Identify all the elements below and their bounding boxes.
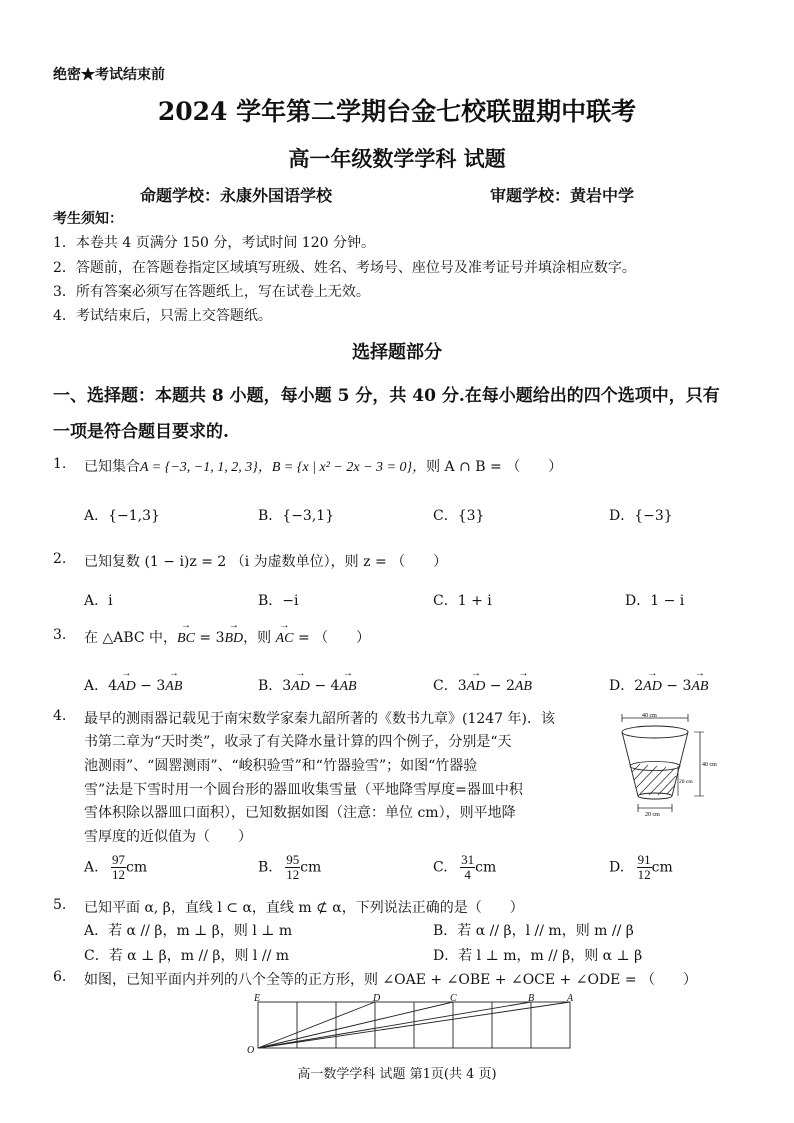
label-a: A <box>567 993 574 1004</box>
question-text <box>84 627 370 647</box>
question-number: 6. <box>53 969 67 985</box>
question-number: 4. <box>53 708 67 724</box>
option-label: C. <box>433 859 448 876</box>
numerator: 95 <box>286 852 300 867</box>
vector-ab: → AB <box>165 679 182 695</box>
q3-post: ，则 <box>243 630 276 646</box>
squares-figure <box>246 992 586 1058</box>
frustum-figure <box>610 710 730 820</box>
vector-ad: → AD <box>117 679 136 695</box>
question-text-line: 雪”法是下雪时用一个圆台形的器皿收集雪量（平地降雪厚度=器皿中积 <box>84 782 523 798</box>
option-c <box>433 853 496 882</box>
label-c: C <box>450 993 457 1004</box>
question-text: 已知复数 (1 − i)z = 2 （i 为虚数单位），则 z = （ ） <box>84 554 448 570</box>
q1-ask: 则 A ∩ B = （ ） <box>426 459 563 475</box>
label-d: D <box>373 993 381 1004</box>
option-a <box>84 853 147 882</box>
unit: cm <box>126 859 148 876</box>
vector-bc: → BC <box>177 631 195 647</box>
question-text: 如图，已知平面内并列的八个全等的正方形，则 ∠OAE + ∠OBE + ∠OCE + ∠ODE = （ ） <box>84 972 698 988</box>
denominator: 12 <box>637 867 651 882</box>
option-a: A．i <box>84 593 113 609</box>
vector-ad: → AD <box>291 679 310 695</box>
q1-lead: 已知集合 <box>84 459 140 475</box>
option-a <box>84 675 182 695</box>
label-b: B <box>528 993 535 1004</box>
vector-ac: → AC <box>276 631 294 647</box>
vector-ab: → AB <box>515 679 532 695</box>
option-d <box>609 853 673 882</box>
option-b <box>258 675 357 695</box>
notice-item: 2．答题前，在答题卷指定区域填写班级、姓名、考场号、座位号及准考证号并填涂相应数字。 <box>53 260 636 276</box>
option-c: C．1 + i <box>433 593 492 609</box>
question-text-line: 雪体积除以器皿口面积），已知数据如图（注意：单位 cm），则平地降 <box>84 805 516 821</box>
dim-bottom: 20 cm <box>645 812 660 818</box>
question-number: 2. <box>53 551 67 567</box>
option-a: A．{−1,3} <box>84 508 160 524</box>
question-number: 1. <box>53 456 67 472</box>
coef: − 4 <box>309 678 340 694</box>
question-text-line: 雪厚度的近似值为（ ） <box>84 829 252 845</box>
numerator: 31 <box>461 852 475 867</box>
question-text: 已知平面 α, β，直线 l ⊂ α，直线 m ⊄ α，下列说法正确的是（ ） <box>84 900 524 916</box>
part-heading: 一、选择题：本题共 8 小题，每小题 5 分，共 40 分.在每小题给出的四个选项中，只有 <box>53 386 720 406</box>
option-label: B. <box>258 859 273 876</box>
setter-school: 命题学校：永康外国语学校 <box>140 186 333 205</box>
exam-title: 2024 学年第二学期台金七校联盟期中联考 <box>157 97 637 126</box>
dim-top: 40 cm <box>642 713 657 719</box>
label-e: E <box>254 993 261 1004</box>
unit: cm <box>651 859 673 876</box>
option-c <box>433 675 532 695</box>
notice-heading: 考生须知： <box>53 211 123 227</box>
vector-ad: → AD <box>643 679 662 695</box>
coef: 4 <box>108 678 118 694</box>
exam-subtitle: 高一年级数学学科 试题 <box>288 146 506 171</box>
option-label: A. <box>84 859 99 876</box>
option-d <box>609 675 708 695</box>
vector-ab: → AB <box>691 679 708 695</box>
denominator: 12 <box>286 867 300 882</box>
coef: 3 <box>457 678 467 694</box>
numerator: 91 <box>637 852 651 867</box>
page-footer: 高一数学学科 试题 第1页(共 4 页) <box>297 1067 497 1082</box>
denominator: 12 <box>112 867 126 882</box>
fraction <box>637 853 652 882</box>
q1-set-b: B = {x | x² − 2x − 3 = 0}， <box>271 460 427 475</box>
denominator: 4 <box>464 867 471 882</box>
option-label: B． <box>258 678 283 694</box>
coef: − 3 <box>661 678 692 694</box>
option-b: B．{−3,1} <box>258 508 335 524</box>
confidential-mark: 绝密★考试结束前 <box>53 67 165 83</box>
vector-ab: → AB <box>339 679 356 695</box>
fraction <box>285 853 300 882</box>
notice-item: 4．考试结束后，只需上交答题纸。 <box>53 308 272 324</box>
label-o: O <box>247 1045 255 1056</box>
notice-item: 1．本卷共 4 页满分 150 分，考试时间 120 分钟。 <box>53 235 375 251</box>
q3-ask: = （ ） <box>293 630 371 646</box>
fraction <box>111 853 126 882</box>
dim-snow: 20 cm <box>679 779 693 785</box>
option-b: B．−i <box>258 593 299 609</box>
q3-pre: 在 △ABC 中， <box>84 630 178 646</box>
part-heading-cont: 一项是符合题目要求的. <box>53 422 229 442</box>
unit: cm <box>300 859 322 876</box>
vector-bd: → BD <box>224 631 243 647</box>
dim-height: 40 cm <box>702 762 717 768</box>
coef: − 2 <box>485 678 515 694</box>
option-label: D． <box>609 678 635 694</box>
reviewer-school: 审题学校：黄岩中学 <box>490 186 635 205</box>
numerator: 97 <box>112 852 126 867</box>
section-title: 选择题部分 <box>352 342 442 363</box>
option-label: A． <box>84 678 109 694</box>
option-label: C． <box>433 678 458 694</box>
option-d: D．若 l ⊥ m，m // β，则 α ⊥ β <box>433 948 643 964</box>
coef: 3 <box>282 678 292 694</box>
question-number: 3. <box>53 627 67 643</box>
fraction <box>460 853 475 882</box>
question-text-line: 最早的测雨器记载见于南宋数学家秦九韶所著的《数书九章》(1247 年)．该 <box>84 711 556 727</box>
question-text-line: 池测雨”、“圆罂测雨”、“峻积验雪”和“竹器验雪”；如图“竹器验 <box>84 758 478 774</box>
coef: − 3 <box>135 678 166 694</box>
q1-set-a: A = {−3, −1, 1, 2, 3}， <box>140 460 272 475</box>
question-number: 5. <box>53 897 67 913</box>
option-c: C．{3} <box>433 508 485 524</box>
option-a: A．若 α // β，m ⊥ β，则 l ⊥ m <box>84 923 293 939</box>
notice-item: 3．所有答案必须写在答题纸上，写在试卷上无效。 <box>53 284 370 300</box>
option-d: D．1 − i <box>625 593 685 609</box>
coef: 2 <box>634 678 644 694</box>
vector-ad: → AD <box>467 679 486 695</box>
unit: cm <box>475 859 497 876</box>
option-b: B．若 α // β，l // m，则 m // β <box>433 923 634 939</box>
question-text-line: 书第二章为“天时类”，收录了有关降水量计算的四个例子，分别是“天 <box>84 734 512 750</box>
q3-mid: = 3 <box>194 630 225 646</box>
option-d: D．{−3} <box>609 508 673 524</box>
option-label: D. <box>609 859 625 876</box>
option-b <box>258 853 321 882</box>
question-text <box>84 456 562 476</box>
option-c: C．若 α ⊥ β，m // β，则 l // m <box>84 948 290 964</box>
